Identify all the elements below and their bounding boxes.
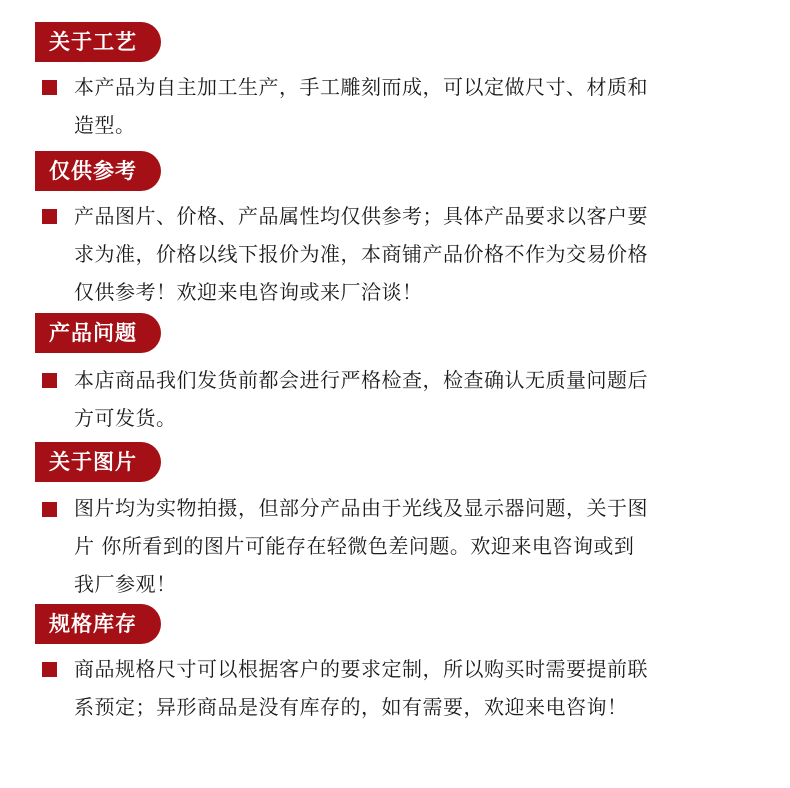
body-line: 造型。 xyxy=(74,113,136,137)
body-line: 产品图片、价格、产品属性均仅供参考；具体产品要求以客户要 xyxy=(74,204,648,228)
section-title: 仅供参考 xyxy=(35,151,161,191)
body-line: 方可发货。 xyxy=(74,406,177,430)
section-title: 产品问题 xyxy=(35,313,161,353)
body-line: 商品规格尺寸可以根据客户的要求定制，所以购买时需要提前联 xyxy=(74,657,648,681)
square-bullet-icon xyxy=(42,80,57,95)
body-line: 本产品为自主加工生产，手工雕刻而成，可以定做尺寸、材质和 xyxy=(74,75,648,99)
body-line: 仅供参考！欢迎来电咨询或来厂洽谈！ xyxy=(74,280,423,304)
body-line: 系预定；异形商品是没有库存的，如有需要，欢迎来电咨询！ xyxy=(74,695,628,719)
section-body xyxy=(74,650,764,726)
square-bullet-icon xyxy=(42,209,57,224)
section-title: 规格库存 xyxy=(35,604,161,644)
body-line: 本店商品我们发货前都会进行严格检查，检查确认无质量问题后 xyxy=(74,368,648,392)
section-title: 关于图片 xyxy=(35,442,161,482)
body-line: 图片均为实物拍摄，但部分产品由于光线及显示器问题，关于图 xyxy=(74,496,648,520)
body-line: 求为准，价格以线下报价为准，本商铺产品价格不作为交易价格 xyxy=(74,242,648,266)
section-body xyxy=(74,197,764,311)
square-bullet-icon xyxy=(42,373,57,388)
square-bullet-icon xyxy=(42,502,57,517)
section-body xyxy=(74,489,764,603)
section-title: 关于工艺 xyxy=(35,22,161,62)
section-body xyxy=(74,361,764,437)
body-line: 我厂参观！ xyxy=(74,572,177,596)
body-line: 片 你所看到的图片可能存在轻微色差问题。欢迎来电咨询或到 xyxy=(74,534,635,558)
square-bullet-icon xyxy=(42,662,57,677)
section-body xyxy=(74,68,764,144)
